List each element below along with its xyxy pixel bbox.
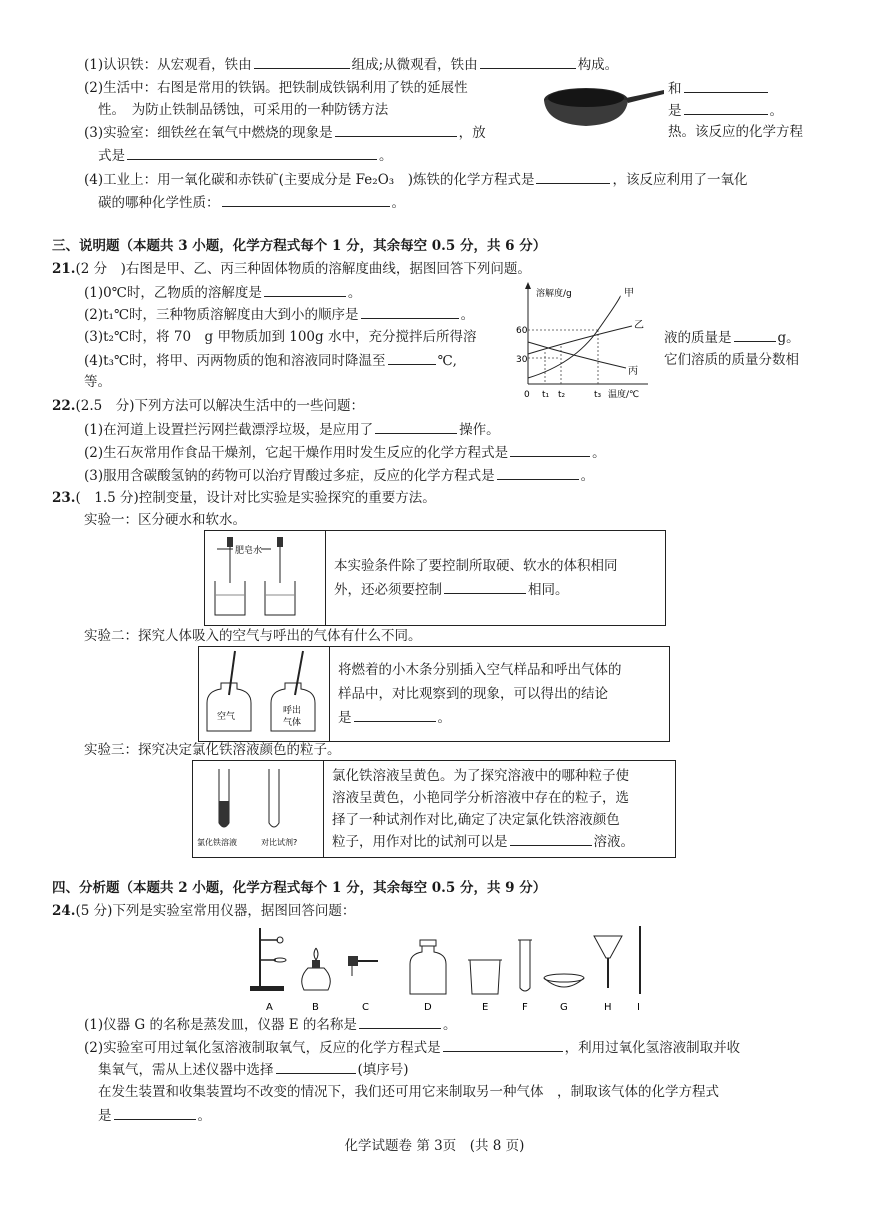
q22-s3 [84, 465, 594, 486]
q24-stem-text: (5 分)下列是实验室常用仪器，据图回答问题： [75, 903, 356, 919]
experiment-3-text: 粒子，用作对比的试剂可以是 [332, 834, 508, 850]
question-number: 23. [52, 490, 76, 506]
q21-text: (2)t₁℃时，三种物质溶解度由大到小的顺序是 [84, 307, 359, 323]
q22-s2 [84, 442, 606, 463]
q22-stem [52, 396, 364, 416]
answer-blank[interactable] [114, 1105, 196, 1120]
q22-stem-text: (2.5 分)下列方法可以解决生活中的一些问题： [75, 398, 365, 414]
answer-blank[interactable] [127, 145, 377, 160]
instrument-label-a: A [266, 1002, 273, 1013]
answer-blank[interactable] [684, 100, 768, 115]
q22-text: (2)生石灰常用作食品干燥剂，它起干燥作用时发生反应的化学方程式是 [84, 445, 509, 461]
q20-text: 性。 为防止铁制品锈蚀，可采用的一种防锈方法 [98, 102, 389, 118]
experiment-1-text: 外，还必须要控制 [334, 582, 442, 598]
q21-stem-text: (2 分 )右图是甲、乙、丙三种固体物质的溶解度曲线，据图回答下列问题。 [75, 261, 531, 277]
label-bing: 丙 [628, 366, 638, 377]
q21-s4-right [664, 350, 799, 370]
experiment-2-title: 实验二：探究人体吸入的空气与呼出的气体有什么不同。 [84, 628, 422, 644]
test-tube-icon [518, 940, 532, 991]
q20-text: 式是 [98, 148, 125, 164]
experiment-3-text-cell [324, 761, 676, 858]
experiment-1-text: 本实验条件除了要控制所取硬、软水的体积相同 [334, 558, 618, 574]
q20-text: (3)实验室：细铁丝在氧气中燃烧的现象是 [84, 125, 333, 141]
experiment-2-text: 是 [338, 710, 352, 726]
q20-line4-right [668, 122, 803, 142]
soap-water-label: 肥皂水 [235, 546, 263, 556]
experiment-1-table [204, 530, 666, 626]
q20-text: ，该反应利用了一氧化 [612, 172, 748, 188]
experiment-2-table [198, 646, 670, 742]
q21-stem [52, 259, 531, 279]
graph-t2: t₂ [558, 390, 566, 400]
q21-s4-cont: 等。 [84, 374, 111, 390]
soap-water-beakers-image [205, 531, 325, 621]
section-4-title: 四、分析题（本题共 2 小题，化学方程式每个 1 分，其余每空 0.5 分，共 9 分） [52, 880, 547, 896]
q24-stem [52, 901, 355, 921]
q24-s1 [84, 1014, 456, 1035]
q21-text: (3)t₂℃时，将 70 g 甲物质加到 100g 水中，充分搅拌后所得溶 [84, 329, 477, 345]
exhaled-label-2: 气体 [283, 718, 302, 728]
evaporating-dish-icon [544, 974, 584, 987]
q20-text: 。 [379, 148, 393, 164]
q23-stem-text: ( 1.5 分)控制变量，设计对比实验是实验探究的重要方法。 [75, 490, 436, 506]
instrument-label-f: F [522, 1002, 528, 1013]
test-tubes-image [193, 761, 323, 853]
q20-line1 [84, 54, 618, 75]
experiment-3-text: 择了一种试剂作对比,确定了决定氯化铁溶液颜色 [332, 812, 620, 828]
instrument-label-g: G [560, 1002, 568, 1013]
answer-blank[interactable] [276, 1059, 356, 1074]
q21-text: (1)0℃时，乙物质的溶解度是 [84, 285, 262, 301]
q20-text: 构成。 [577, 57, 619, 73]
experiment-1-title: 实验一：区分硬水和软水。 [84, 512, 246, 528]
q20-line6 [84, 169, 747, 190]
question-number: 21. [52, 261, 76, 277]
q20-line2 [84, 78, 468, 98]
lab-instruments-image [240, 922, 660, 1014]
q20-text: ，放 [458, 125, 486, 141]
experiment-2-text: 样品中，对比观察到的现象，可以得出的结论 [338, 686, 608, 702]
q24-s4: 在发生装置和收集装置均不改变的情况下，我们还可用它来制取另一种气体 ，制取该气体的化学方程式 [98, 1084, 719, 1100]
q22-s1 [84, 419, 500, 440]
q20-line5 [98, 145, 393, 166]
answer-blank[interactable] [361, 304, 459, 319]
delivery-tube-icon [348, 956, 378, 976]
q22-text: 操作。 [459, 422, 500, 438]
q20-text: (4)工业上：用一氧化碳和赤铁矿(主要成分是 Fe₂O₃ )炼铁的化学方程式是 [84, 172, 535, 188]
q20-text: 碳的哪种化学性质： [98, 195, 220, 211]
experiment-1-image-cell [205, 531, 326, 626]
q21-text: 液的质量是 [664, 330, 732, 346]
q21-text: ℃, [437, 353, 457, 369]
q20-line3-right [668, 100, 783, 121]
q21-s3 [84, 327, 476, 347]
answer-blank[interactable] [444, 579, 526, 594]
q24-text: ，利用过氧化氢溶液制取并收 [564, 1040, 741, 1056]
alcohol-lamp-icon [302, 948, 331, 990]
q20-line2-right [668, 78, 770, 99]
experiment-1-text: 相同。 [528, 582, 569, 598]
q21-s4 [84, 350, 457, 371]
q21-text: g。 [777, 330, 800, 346]
answer-blank[interactable] [375, 419, 457, 434]
q21-text: 。 [460, 307, 475, 323]
answer-blank[interactable] [497, 465, 579, 480]
graph-xlabel: 温度/℃ [608, 390, 640, 400]
experiment-3-text: 氯化铁溶液呈黄色。为了探究溶液中的哪种粒子使 [332, 768, 629, 784]
q20-text: 。 [769, 103, 783, 119]
q22-text: (3)服用含碳酸氢钠的药物可以治疗胃酸过多症，反应的化学方程式是 [84, 468, 495, 484]
gas-bottle-icon [410, 940, 446, 994]
instrument-label-e: E [482, 1002, 489, 1013]
q20-text: 热。该反应的化学方程 [668, 124, 803, 140]
curve-jia [528, 296, 620, 378]
q21-s3-right [664, 327, 800, 348]
q20-text: 和 [668, 81, 682, 97]
q20-line4 [84, 122, 486, 143]
q24-text: 。 [197, 1108, 211, 1124]
answer-blank[interactable] [684, 78, 768, 93]
q20-line7 [98, 192, 405, 213]
instrument-label-i: I [637, 1002, 640, 1013]
section-3-title: 三、说明题（本题共 3 小题，化学方程式每个 1 分，其余每空 0.5 分，共 6 分） [52, 238, 547, 254]
q21-text: 。 [347, 285, 362, 301]
experiment-3-table [192, 760, 676, 858]
graph-ylabel: 溶解度/g [536, 289, 572, 299]
answer-blank[interactable] [734, 327, 776, 342]
instrument-label-h: H [604, 1002, 612, 1013]
answer-blank[interactable] [388, 350, 436, 365]
experiment-3-image-cell [193, 761, 324, 858]
label-jia: 甲 [624, 288, 634, 299]
q20-text: 是 [668, 103, 682, 119]
answer-blank[interactable] [510, 442, 590, 457]
experiment-2-text: 将燃着的小木条分别插入空气样品和呼出气体的 [338, 662, 622, 678]
answer-blank[interactable] [254, 54, 350, 69]
answer-blank[interactable] [443, 1037, 563, 1052]
question-number: 22. [52, 398, 76, 414]
answer-blank[interactable] [536, 169, 610, 184]
answer-blank[interactable] [359, 1014, 441, 1029]
instrument-label-c: C [362, 1002, 369, 1013]
question-number: 24. [52, 903, 76, 919]
experiment-2-text-cell [330, 647, 670, 742]
q22-text: 。 [592, 445, 606, 461]
exhaled-label-1: 呼出 [283, 706, 302, 716]
instrument-label-b: B [312, 1002, 319, 1013]
q24-text: (2)实验室可用过氧化氢溶液制取氧气，反应的化学方程式是 [84, 1040, 441, 1056]
wok-image [536, 78, 666, 130]
q20-text: (1)认识铁：从宏观看，铁由 [84, 57, 252, 73]
ferric-chloride-label: 氯化铁溶液 [197, 838, 237, 847]
q24-text: 集氧气，需从上述仪器中选择 [98, 1062, 274, 1078]
answer-blank[interactable] [354, 707, 436, 722]
solubility-graph [514, 280, 660, 404]
q21-s1 [84, 282, 361, 303]
answer-blank[interactable] [510, 831, 592, 846]
graph-y60: 60 [516, 326, 528, 336]
q21-text: (4)t₃℃时，将甲、丙两物质的饱和溶液同时降温至 [84, 353, 386, 369]
experiment-2-image-cell [199, 647, 330, 742]
q24-text: 。 [442, 1017, 457, 1033]
q24-text: 是 [98, 1108, 112, 1124]
funnel-icon [594, 936, 622, 988]
q24-text: (1)仪器 G 的名称是蒸发皿，仪器 E 的名称是 [84, 1017, 357, 1033]
q21-text: 它们溶质的质量分数相 [664, 352, 799, 368]
graph-y30: 30 [516, 355, 528, 365]
q21-s2 [84, 304, 474, 325]
q24-s5 [98, 1105, 211, 1126]
q24-s2 [84, 1037, 740, 1058]
q23-stem [52, 488, 436, 508]
q22-text: 。 [580, 468, 595, 484]
graph-t3: t₃ [594, 390, 602, 400]
answer-blank[interactable] [335, 122, 457, 137]
experiment-2-text: 。 [437, 710, 451, 726]
answer-blank[interactable] [480, 54, 576, 69]
q20-text: 。 [391, 195, 405, 211]
instrument-label-d: D [424, 1002, 432, 1013]
iron-stand-icon [250, 928, 286, 991]
experiment-1-text-cell [326, 531, 666, 626]
q22-text: (1)在河道上设置拦污网拦截漂浮垃圾，是应用了 [84, 422, 374, 438]
q20-text: (2)生活中：右图是常用的铁锅。把铁制成铁锅利用了铁的延展性 [84, 80, 468, 96]
air-label: 空气 [217, 712, 236, 722]
answer-blank[interactable] [222, 192, 390, 207]
gas-bottles-image [199, 647, 329, 737]
experiment-3-text: 溶液呈黄色，小艳同学分析溶液中存在的粒子，选 [332, 790, 629, 806]
beaker-icon [468, 960, 502, 994]
q24-text: (填序号) [357, 1062, 409, 1078]
page-footer: 化学试题卷 第 3页 (共 8 页) [344, 1138, 525, 1154]
q20-text: 组成;从微观看，铁由 [351, 57, 478, 73]
label-yi: 乙 [634, 320, 644, 331]
experiment-3-text: 溶液。 [593, 834, 634, 850]
contrast-reagent-label: 对比试剂? [261, 838, 298, 847]
q24-s3 [98, 1059, 409, 1080]
graph-origin: 0 [524, 390, 530, 400]
graph-t1: t₁ [542, 390, 550, 400]
q20-line3 [98, 100, 388, 120]
experiment-3-title: 实验三：探究决定氯化铁溶液颜色的粒子。 [84, 742, 341, 758]
curve-bing [528, 342, 626, 368]
answer-blank[interactable] [264, 282, 346, 297]
